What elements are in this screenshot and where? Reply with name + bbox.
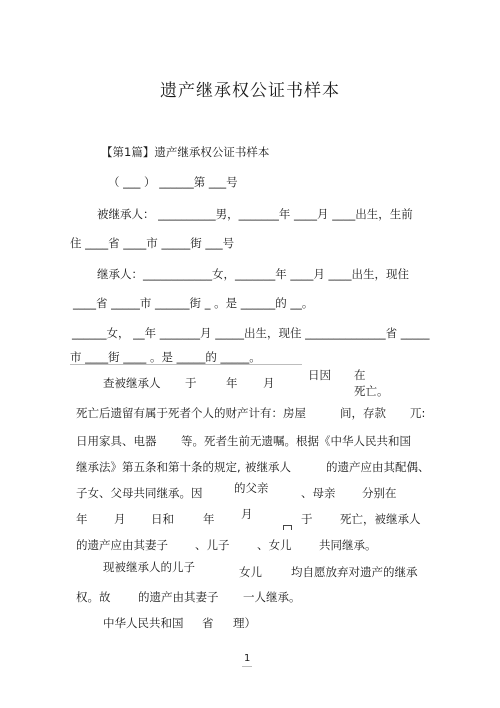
text-fragment: 死亡。 — [354, 384, 389, 398]
text-fragment: 均自愿放弃对遗产的继承 — [291, 565, 418, 579]
section-heading: 【第1篇】遗产继承权公证书样本 — [101, 145, 270, 159]
text-fragment: 死亡，被继承人 — [340, 512, 421, 526]
text-fragment: 中华人民共和国 — [103, 616, 184, 630]
text-fragment: 月 — [114, 512, 126, 526]
text-line: 被继承人： __________男，_______年 ____月 ____出生，生前 — [97, 207, 413, 221]
text-fragment: 死亡后遗留有属于死者个人的财产计有：房屋 — [76, 406, 306, 420]
text-fragment: 的遗产由其妻子 — [138, 590, 219, 604]
text-fragment: 理） — [233, 616, 256, 630]
text-fragment: 兀: — [410, 406, 426, 420]
text-fragment: 现被继承人的儿子 — [103, 560, 195, 574]
text-fragment: 日用家具、电器 — [76, 434, 157, 448]
text-fragment: 日和 — [151, 512, 174, 526]
text-line: （ ___ ） ______第 ___号 — [108, 175, 238, 189]
text-line: ____省 _____市 ______街 _ 。是 ______的 __。 — [73, 296, 314, 310]
text-fragment: 年 — [76, 512, 88, 526]
text-fragment: 一人继承。 — [243, 590, 301, 604]
text-fragment: 女儿 — [239, 565, 262, 579]
text-line: 继承人：____________女，_______年 ____月 ____出生，现住 — [97, 267, 410, 281]
text-fragment: 年 — [203, 512, 215, 526]
text-fragment: 的遗产应由其配偶、 — [326, 460, 430, 474]
text-fragment: 在 — [354, 368, 366, 382]
text-line: 住 ____省 ____市 _____街 ___号 — [70, 236, 235, 250]
page-number: 1 — [244, 653, 251, 664]
text-fragment: 分别在 — [362, 486, 397, 500]
text-fragment: 年 — [226, 376, 238, 390]
text-fragment: 、母亲 — [301, 486, 336, 500]
text-fragment: 查被继承人 — [103, 376, 161, 390]
text-fragment: 月 — [241, 507, 253, 521]
divider-line — [70, 364, 302, 365]
text-line: ______女， __年 _______月 _____出生，现住 ______________省 _____ — [72, 326, 430, 340]
text-fragment: 日因 — [308, 368, 331, 382]
text-fragment: 的遗产应由其妻子 — [76, 538, 168, 552]
text-fragment: 等。死者生前无遗嘱。根据《中华人民共和国 — [181, 434, 411, 448]
text-fragment: 共同继承。 — [319, 538, 377, 552]
stray-mark-icon — [283, 525, 292, 530]
text-fragment: 于 — [185, 376, 197, 390]
text-line: 市 ____街 ____ 。是 _____的 _____。 — [70, 350, 261, 364]
text-fragment: 子女、父母共同继承。因 — [76, 486, 203, 500]
document-title: 遗产继承权公证书样本 — [160, 81, 340, 101]
page-number-underline — [242, 666, 252, 667]
text-fragment: 被继承人 — [245, 460, 291, 474]
text-fragment: 权。故 — [76, 590, 111, 604]
text-fragment: 的父亲 — [234, 481, 269, 495]
text-fragment: 省 — [202, 616, 214, 630]
text-fragment: 、儿子 — [195, 538, 230, 552]
text-fragment: 于 — [301, 512, 313, 526]
text-fragment: 月 — [263, 376, 275, 390]
text-fragment: 间，存款 — [340, 406, 386, 420]
text-fragment: 继承法》第五条和第十条的规定, — [76, 460, 241, 474]
text-fragment: 、女儿 — [257, 538, 292, 552]
